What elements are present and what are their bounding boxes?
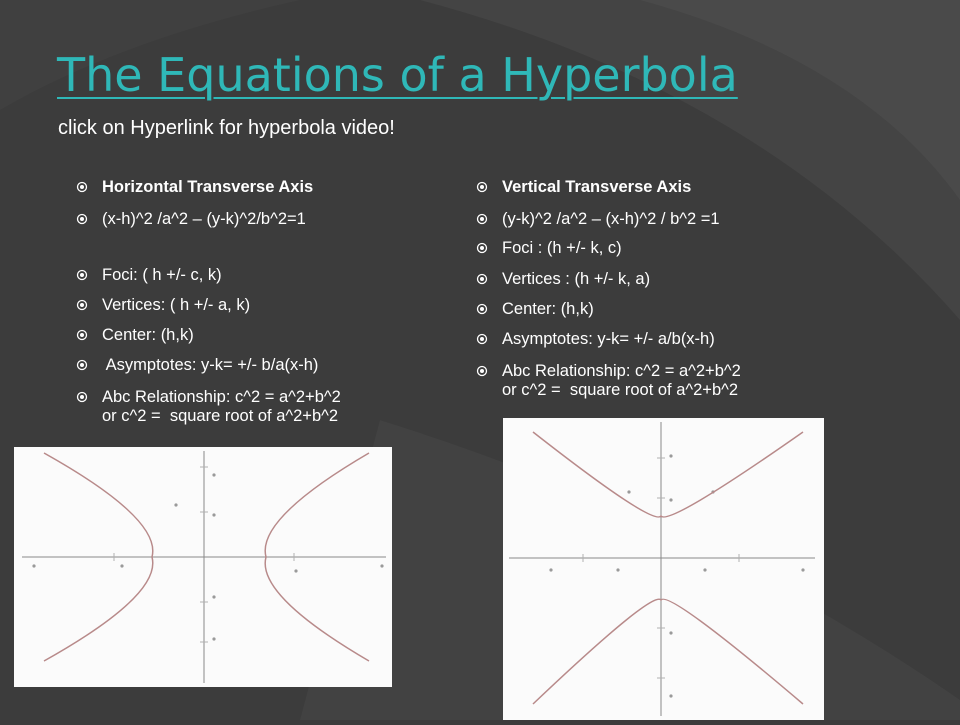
circle-bullet-icon [76, 359, 88, 371]
horizontal-hyperbola-graph [14, 447, 392, 687]
circle-bullet-icon [476, 273, 488, 285]
horizontal-equation: (x-h)^2 /a^2 – (y-k)^2/b^2=1 [102, 210, 306, 228]
list-item [502, 210, 720, 229]
horizontal-axis-heading: Horizontal Transverse Axis [102, 178, 314, 196]
circle-bullet-icon [476, 213, 488, 225]
upper-branch [533, 432, 803, 517]
list-item [102, 266, 222, 285]
horizontal-foci: Foci: ( h +/- c, k) [102, 266, 222, 284]
list-item [502, 362, 741, 400]
axes [22, 451, 386, 683]
list-item [502, 330, 715, 349]
list-item [502, 178, 691, 197]
circle-bullet-icon [76, 213, 88, 225]
circle-bullet-icon [76, 391, 88, 403]
vertical-foci: Foci : (h +/- k, c) [502, 239, 622, 257]
list-item [502, 300, 594, 319]
circle-bullet-icon [476, 365, 488, 377]
circle-bullet-icon [76, 181, 88, 193]
circle-bullet-icon [476, 242, 488, 254]
list-item [102, 388, 341, 426]
vertical-asymptotes: Asymptotes: y-k= +/- a/b(x-h) [502, 330, 715, 348]
list-item [502, 239, 622, 258]
circle-bullet-icon [76, 269, 88, 281]
vertical-abc-relationship-cont: or c^2 = square root of a^2+b^2 [502, 381, 739, 399]
circle-bullet-icon [476, 181, 488, 193]
vertical-hyperbola-plot [503, 418, 824, 720]
title-hyperlink[interactable]: The Equations of a Hyperbola [57, 48, 738, 102]
axis-tick-marks [549, 454, 804, 697]
vertical-equation: (y-k)^2 /a^2 – (x-h)^2 / b^2 =1 [502, 210, 720, 228]
vertical-hyperbola-graph [503, 418, 824, 720]
list-item [502, 270, 650, 289]
list-item [102, 356, 318, 375]
vertical-abc-relationship: Abc Relationship: c^2 = a^2+b^2 [502, 362, 741, 380]
circle-bullet-icon [76, 299, 88, 311]
circle-bullet-icon [476, 333, 488, 345]
horizontal-hyperbola-plot [14, 447, 392, 687]
list-item [102, 296, 250, 315]
list-item [102, 178, 313, 197]
list-item [102, 326, 194, 345]
horizontal-abc-relationship: Abc Relationship: c^2 = a^2+b^2 [102, 388, 341, 406]
horizontal-asymptotes: Asymptotes: y-k= +/- b/a(x-h) [102, 356, 319, 374]
horizontal-abc-relationship-cont: or c^2 = square root of a^2+b^2 [102, 407, 339, 425]
list-item [102, 210, 306, 229]
circle-bullet-icon [76, 329, 88, 341]
horizontal-vertices: Vertices: ( h +/- a, k) [102, 296, 251, 314]
axes [509, 422, 815, 716]
lower-branch [533, 599, 803, 704]
horizontal-center: Center: (h,k) [102, 326, 194, 344]
vertical-axis-heading: Vertical Transverse Axis [502, 178, 692, 196]
subtitle: click on Hyperlink for hyperbola video! [58, 117, 395, 139]
circle-bullet-icon [476, 303, 488, 315]
vertical-vertices: Vertices : (h +/- k, a) [502, 270, 651, 288]
vertical-center: Center: (h,k) [502, 300, 594, 318]
